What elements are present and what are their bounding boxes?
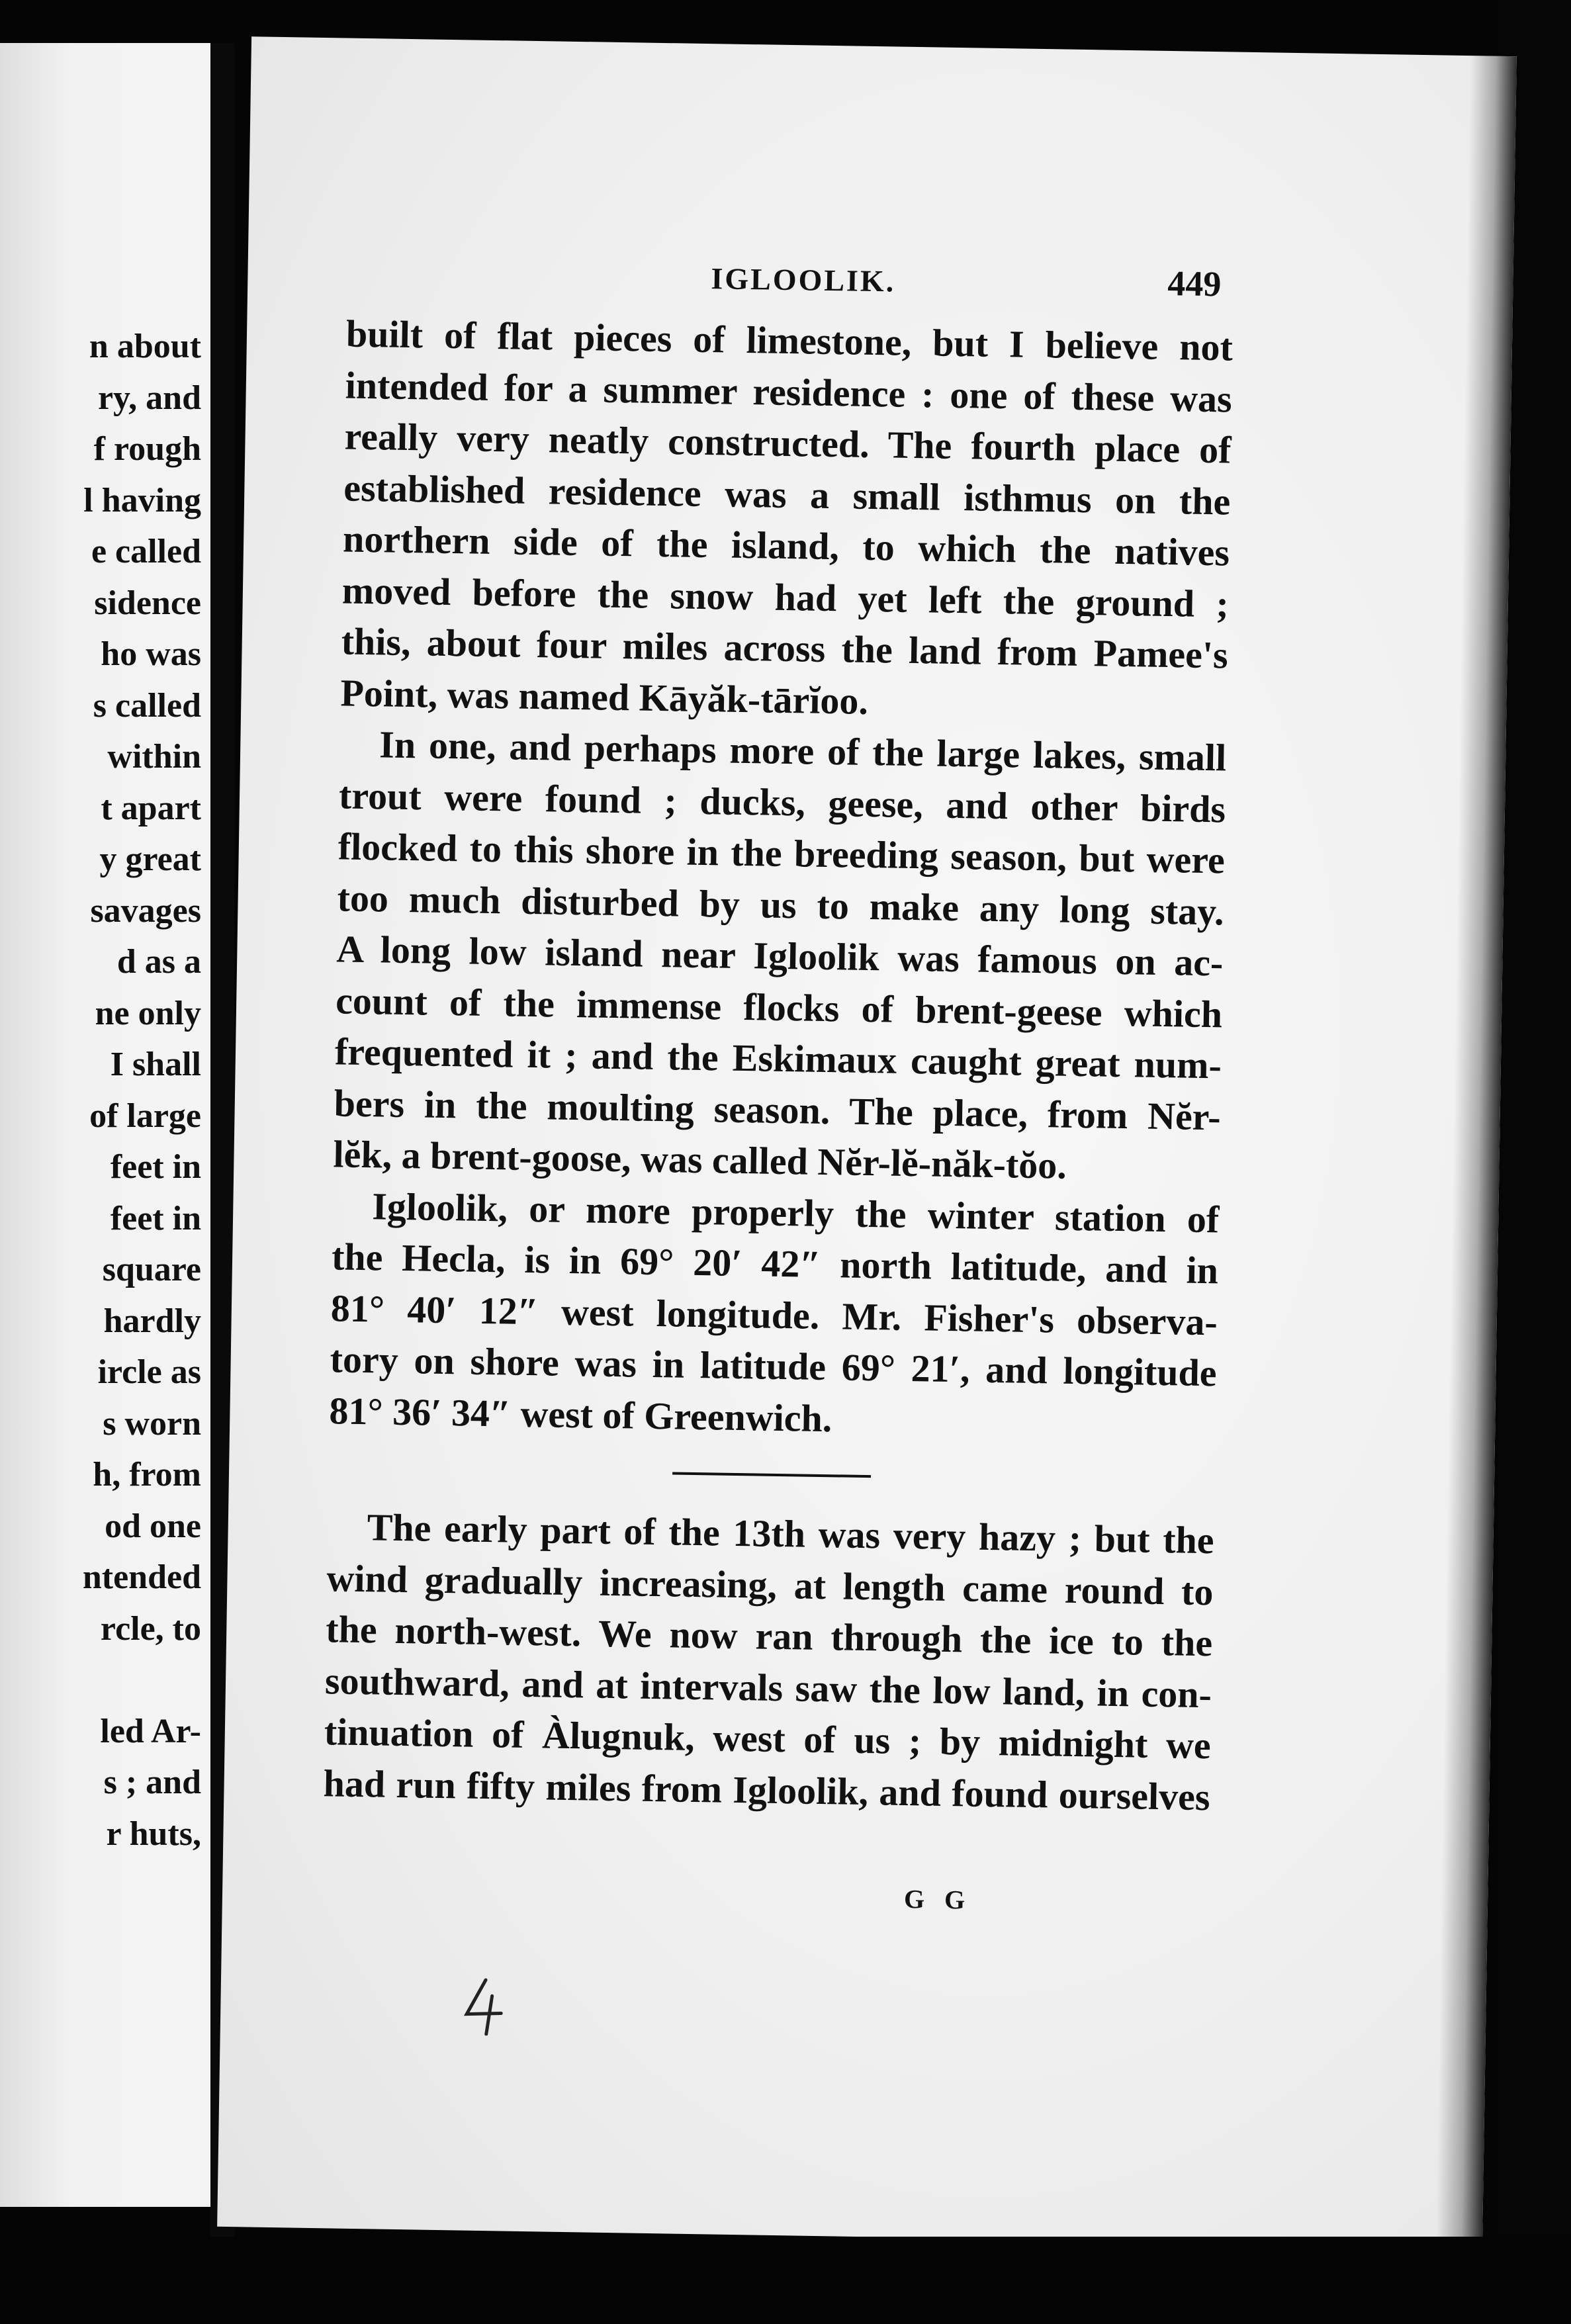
text-line: 81° 36′ 34″ west of Greenwich. [329, 1388, 832, 1440]
text-line: this, about four miles across the land from Pamee's [341, 619, 1229, 677]
facing-page-line: led Ar- [100, 1712, 201, 1750]
text-line: count of the immense flocks of brent-geese which [335, 978, 1223, 1036]
paragraph-1 [340, 308, 1234, 732]
facing-page-line: feet in [110, 1148, 201, 1186]
paragraph-2 [333, 718, 1227, 1193]
facing-page-line: within [107, 738, 201, 776]
text-line: tory on shore was in latitude 69° 21′, and longitude [330, 1337, 1218, 1395]
text-line: the north-west. We now ran through the ice to the [325, 1607, 1213, 1665]
facing-page-line: f rough [93, 430, 201, 468]
facing-page-line: ry, and [97, 379, 201, 417]
facing-page-line [83, 1654, 201, 1706]
facing-page-line: s called [93, 686, 201, 725]
facing-page-line: ntended [82, 1558, 201, 1596]
paragraph-3 [329, 1180, 1220, 1451]
running-head: IGLOOLIK. [711, 261, 896, 298]
facing-page-line: d as a [116, 943, 201, 981]
paragraph-4 [323, 1501, 1214, 1822]
facing-page-line: t apart [101, 789, 201, 827]
facing-page-line: s ; and [103, 1764, 201, 1801]
handwritten-mark [460, 1976, 514, 2036]
facing-page-line: y great [99, 840, 201, 878]
text-line: bers in the moulting season. The place, from Nĕr- [334, 1081, 1222, 1138]
text-line: trout were found ; ducks, geese, and other birds [338, 773, 1226, 830]
text-line: Igloolik, or more properly the winter station of [371, 1184, 1220, 1241]
text-line: northern side of the island, to which the natives [342, 517, 1230, 574]
signature-mark: G G [903, 1884, 972, 1915]
text-line: too much disturbed by us to make any long stay. [337, 875, 1225, 933]
facing-page-line: s worn [103, 1404, 201, 1443]
facing-page-line: h, from [93, 1456, 201, 1494]
facing-page-line: savages [90, 891, 201, 930]
scan-border-bottom [0, 2237, 1571, 2324]
facing-page-line: n about [89, 328, 201, 365]
facing-page-line: I shall [110, 1046, 201, 1083]
text-line: 81° 40′ 12″ west longitude. Mr. Fisher's observa- [330, 1286, 1218, 1343]
text-line: built of flat pieces of limestone, but I believe not [345, 312, 1234, 369]
text-line: A long low island near Igloolik was famous on ac- [336, 927, 1224, 985]
text-line: southward, and at intervals saw the low land, in con- [324, 1658, 1212, 1716]
facing-page-line: ircle as [97, 1353, 201, 1391]
facing-page-line: hardly [103, 1302, 201, 1340]
section-rule [672, 1472, 871, 1478]
text-line: The early part of the 13th was very hazy ; but the [367, 1505, 1215, 1562]
text-line: flocked to this shore in the breeding season, but were [337, 825, 1226, 882]
facing-page-line: square [102, 1251, 201, 1288]
facing-page-line: sidence [94, 584, 201, 622]
facing-page-line: feet in [110, 1199, 201, 1237]
body-text [323, 308, 1233, 1822]
text-line: really very neatly constructed. The fourth place of [344, 414, 1232, 472]
facing-page-line: r huts, [106, 1814, 201, 1853]
text-line: the Hecla, is in 69° 20′ 42″ north latitude, and in [331, 1235, 1219, 1292]
text-line: had run fifty miles from Igloolik, and found ourselves [323, 1761, 1211, 1818]
facing-page-line: l having [83, 481, 201, 519]
facing-page-line: od one [105, 1507, 201, 1545]
text-line: intended for a summer residence : one of these was [345, 363, 1233, 421]
page-number: 449 [1167, 263, 1222, 304]
text-line: wind gradually increasing, at length came round to [326, 1556, 1214, 1613]
text-line: Point, was named Kāyăk-tārĭoo. [340, 670, 869, 723]
book-page [217, 36, 1517, 2247]
text-line: moved before the snow had yet left the ground ; [341, 568, 1230, 625]
facing-page-line: ne only [95, 994, 201, 1032]
facing-page-line: e called [91, 533, 201, 570]
facing-page [0, 43, 210, 2207]
text-line: frequented it ; and the Eskimaux caught great num- [334, 1030, 1222, 1087]
text-line: established residence was a small isthmus on the [343, 465, 1231, 523]
text-line: tinuation of Àlugnuk, west of us ; by midnight we [324, 1710, 1212, 1767]
facing-page-line: of large [89, 1096, 201, 1135]
text-line: lĕk, a brent-goose, was called Nĕr-lĕ-năk-tŏo. [333, 1132, 1067, 1187]
facing-page-line: ho was [101, 635, 201, 673]
facing-page-line: rcle, to [100, 1609, 201, 1648]
facing-page-text [83, 321, 201, 1859]
text-line: In one, and perhaps more of the large lakes, small [379, 723, 1227, 780]
